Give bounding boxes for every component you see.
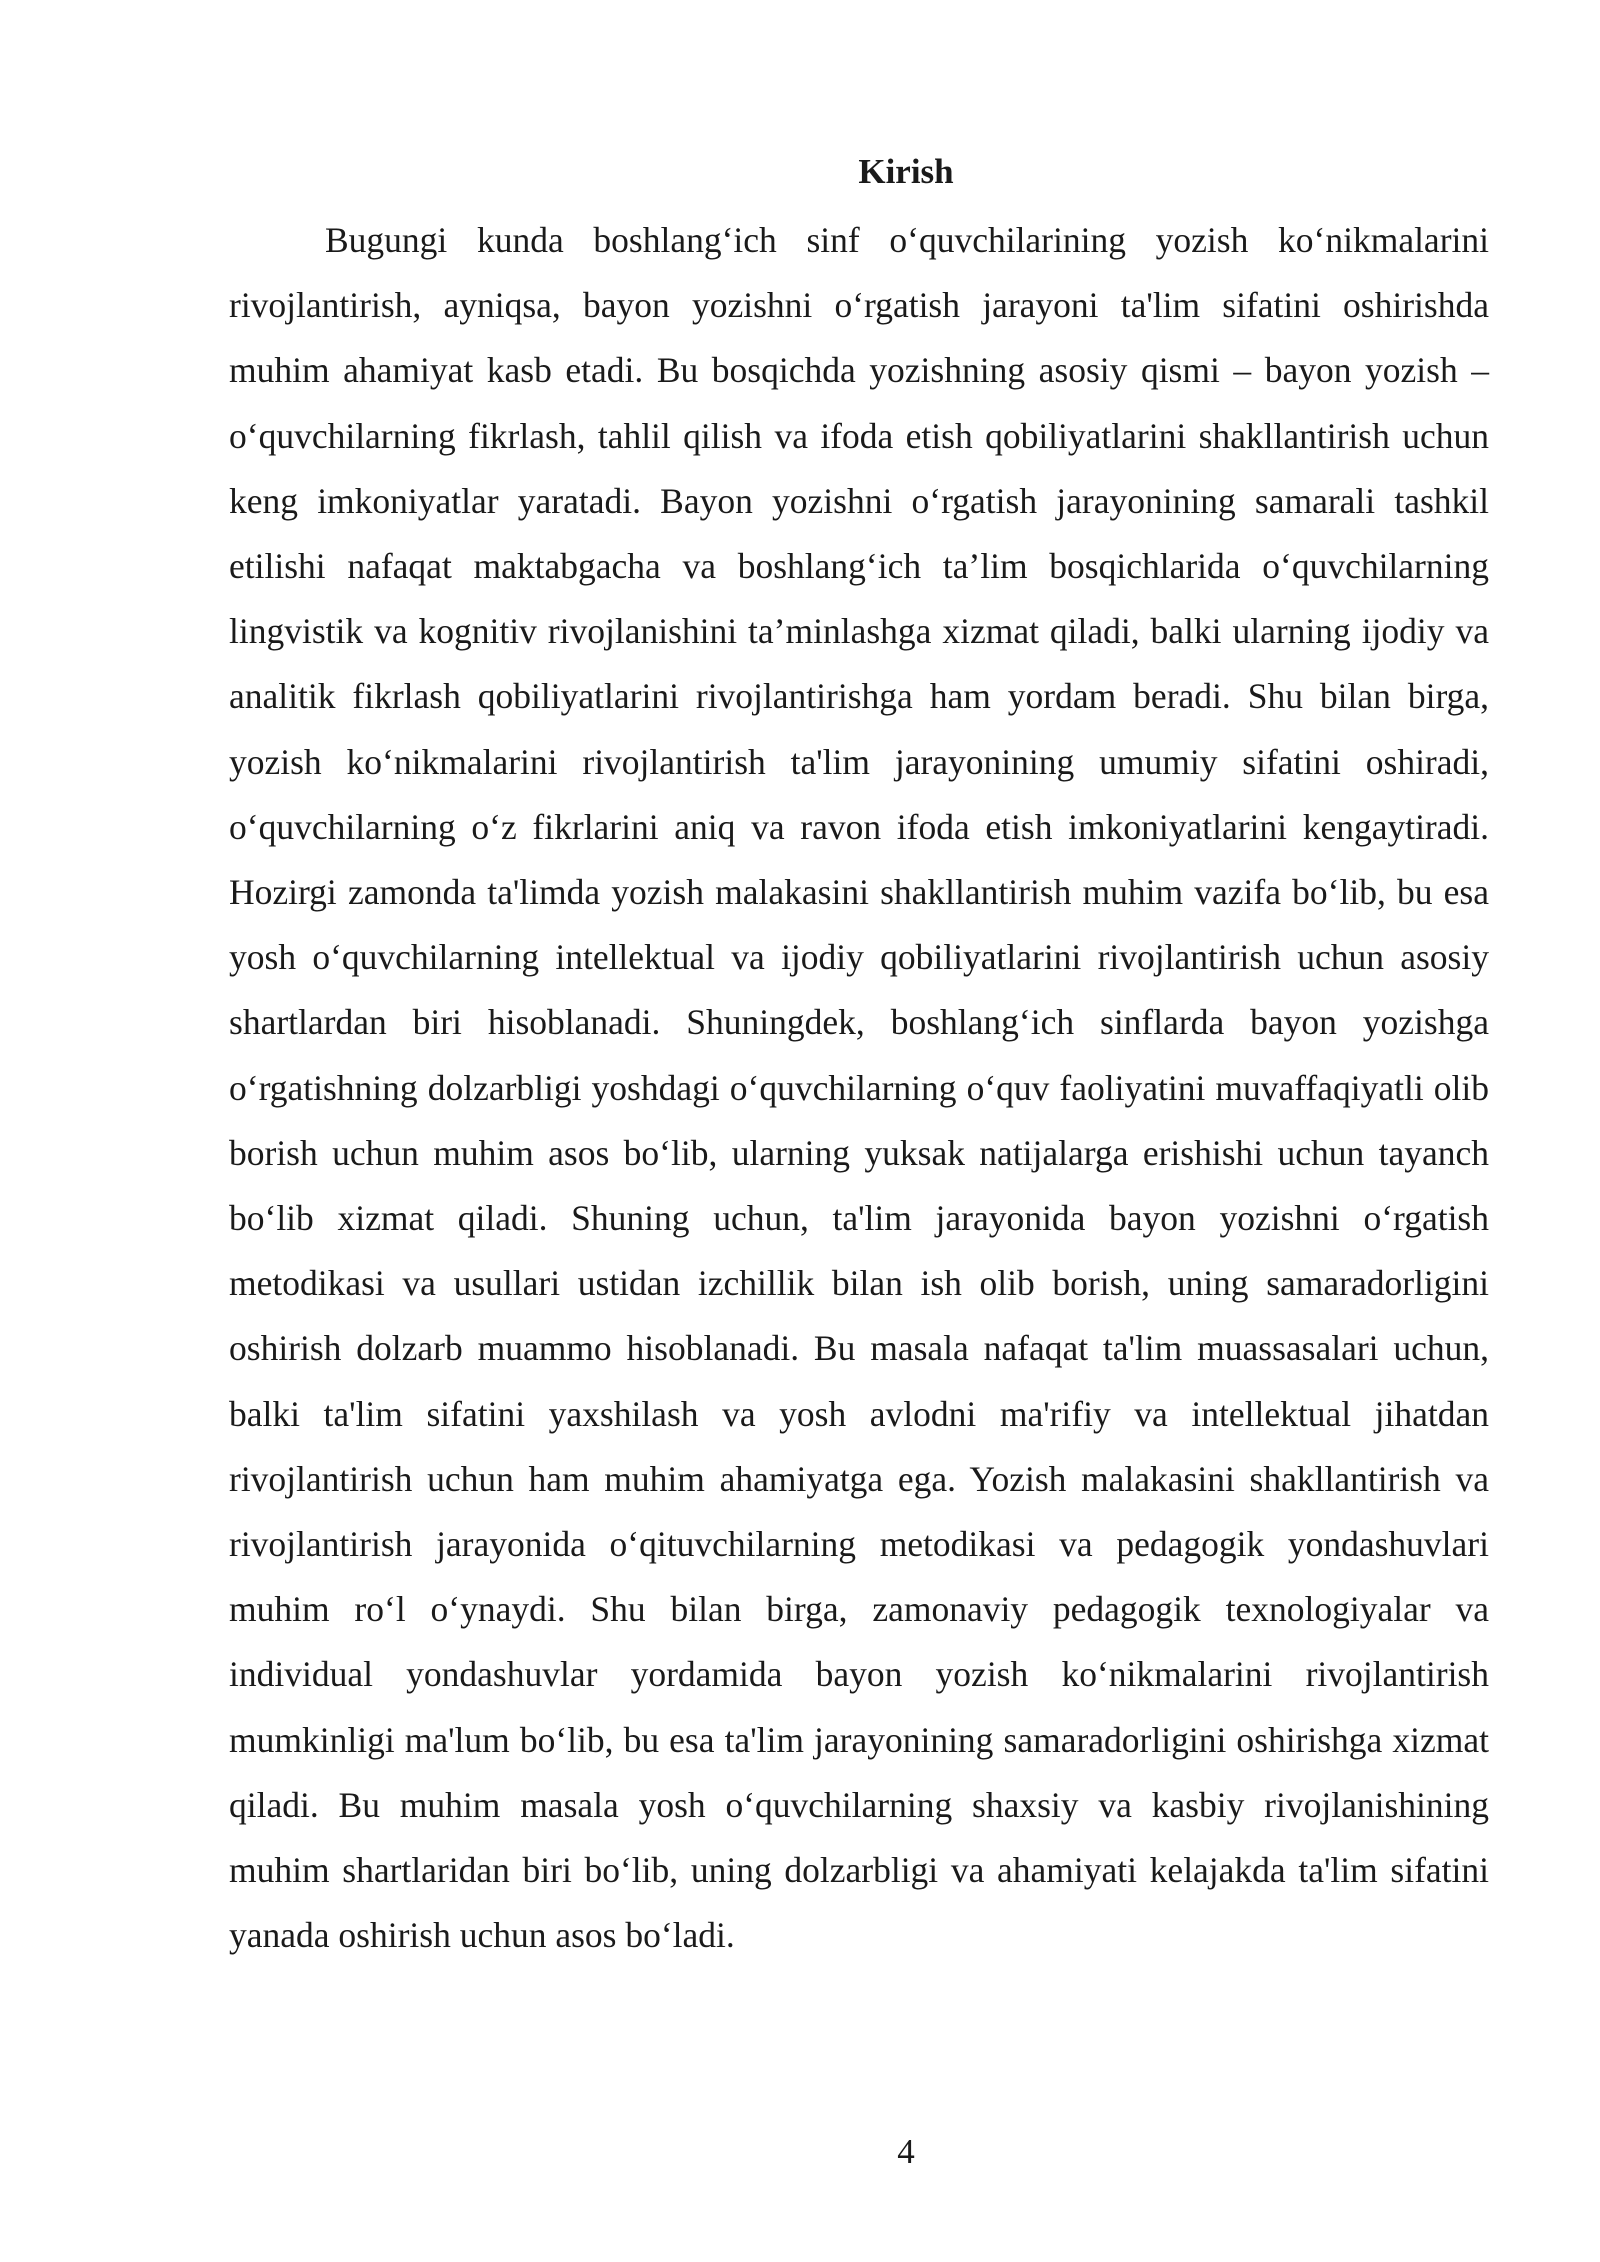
page-number: 4 (897, 2132, 915, 2171)
body-paragraph: Bugungi kunda boshlang‘ich sinf o‘quvchilarining yozish ko‘nikmalarini rivojlantirish, ayniqsa, bayon yozishni o‘rgatish jarayoni ta'lim sifatini oshirishda muhim ahamiyat kasb etadi. Bu bosqichda yozishning asosiy qismi – bayon yozish – o‘quvchilarning fikrlash, tahlil qilish va ifoda etish qobiliyatlarini shakllantirish uchun keng imkoniyatlar yaratadi. Bayon yozishni o‘rgatish jarayonining samarali tashkil etilishi nafaqat maktabgacha va boshlang‘ich ta’lim bosqichlarida o‘quvchilarning lingvistik va kognitiv rivojlanishini ta’minlashga xizmat qiladi, balki ularning ijodiy va analitik fikrlash qobiliyatlarini rivojlantirishga ham yordam beradi. Shu bilan birga, yozish ko‘nikmalarini rivojlantirish ta'lim jarayonining umumiy sifatini oshiradi, o‘quvchilarning o‘z fikrlarini aniq va ravon ifoda etish imkoniyatlarini kengaytiradi. Hozirgi zamonda ta'limda yozish malakasini shakllantirish muhim vazifa bo‘lib, bu esa yosh o‘quvchilarning intellektual va ijodiy qobiliyatlarini rivojlantirish uchun asosiy shartlardan biri hisoblanadi. Shuningdek, boshlang‘ich sinflarda bayon yozishga o‘rgatishning dolzarbligi yoshdagi o‘quvchilarning o‘quv faoliyatini muvaffaqiyatli olib borish uchun muhim asos bo‘lib, ularning yuksak natijalarga erishishi uchun tayanch bo‘lib xizmat qiladi. Shuning uchun, ta'lim jarayonida bayon yozishni o‘rgatish metodikasi va usullari ustidan izchillik bilan ish olib borish, uning samaradorligini oshirish dolzarb muammo hisoblanadi. Bu masala nafaqat ta'lim muassasalari uchun, balki ta'lim sifatini yaxshilash va yosh avlodni ma'rifiy va intellektual jihatdan rivojlantirish uchun ham muhim ahamiyatga ega. Yozish malakasini shakllantirish va rivojlantirish jarayonida o‘qituvchilarning metodikasi va pedagogik yondashuvlari muhim ro‘l o‘ynaydi. Shu bilan birga, zamonaviy pedagogik texnologiyalar va individual yondashuvlar yordamida bayon yozish ko‘nikmalarini rivojlantirish mumkinligi ma'lum bo‘lib, bu esa ta'lim jarayonining samaradorligini oshirishga xizmat qiladi. Bu muhim masala yosh o‘quvchilarning shaxsiy va kasbiy rivojlanishining muhim shartlaridan biri bo‘lib, uning dolzarbligi va ahamiyati kelajakda ta'lim sifatini yanada oshirish uchun asos bo‘ladi. (229, 220, 1489, 1956)
section-heading: Kirish (858, 152, 954, 191)
